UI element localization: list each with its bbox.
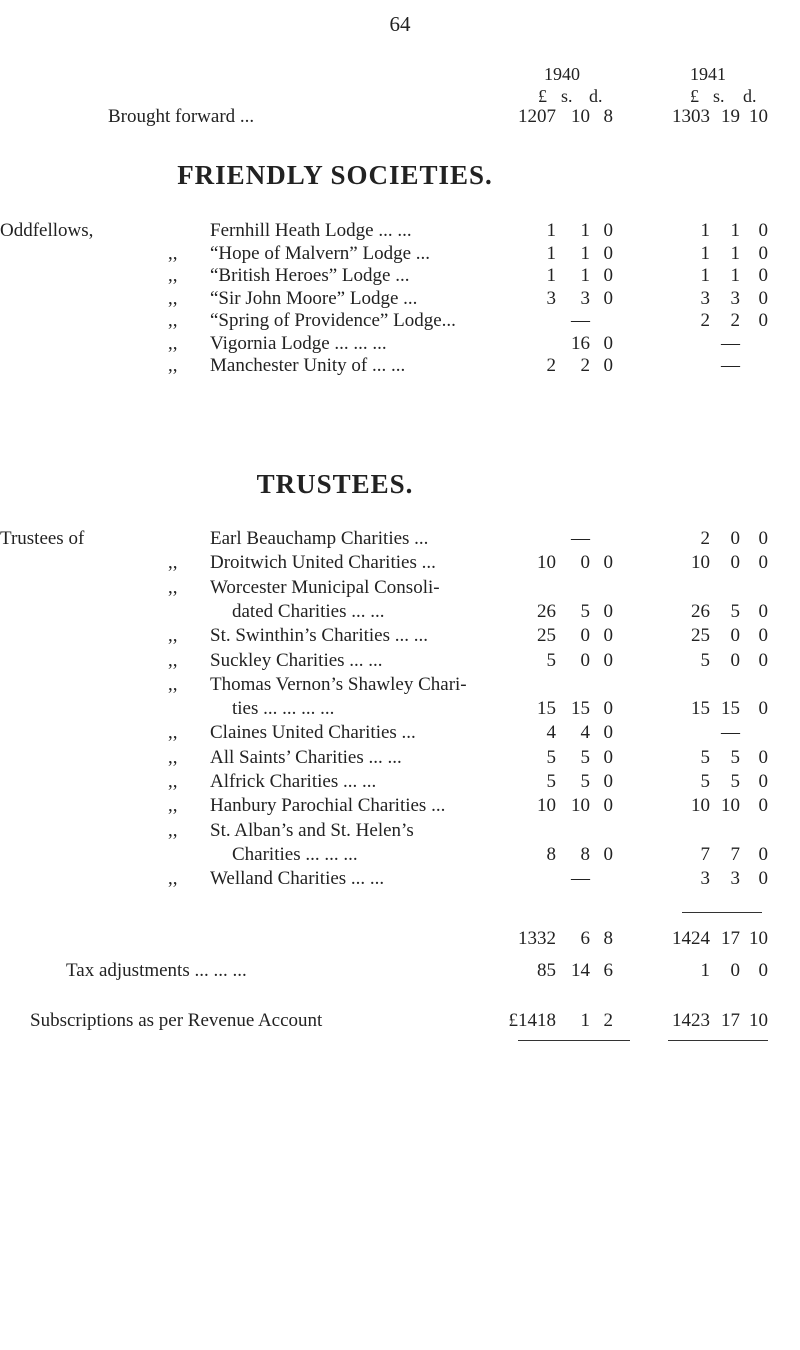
pence-header-1940: d.	[589, 86, 603, 106]
row-label: St. Alban’s and St. Helen’s	[210, 819, 414, 841]
subtotal-1941-pence: 10	[749, 928, 768, 949]
row-prefix: ,,	[168, 332, 178, 354]
amount-1940-dash: —	[571, 310, 590, 331]
amount-1940-pounds: 15	[537, 698, 556, 720]
row-prefix: ,,	[168, 576, 178, 598]
row-prefix: ,,	[168, 673, 178, 695]
amount-1940-pence: 0	[603, 746, 613, 768]
year-1941-header: 1941	[690, 64, 726, 84]
tax-1940-pounds: 85	[537, 960, 556, 981]
amount-1940-pence: 0	[603, 332, 613, 354]
amount-1940-dash: —	[571, 528, 590, 549]
row-label: “Hope of Malvern” Lodge ...	[210, 242, 431, 264]
amount-1940-pence: 0	[603, 649, 613, 671]
pence-header-1941: d.	[743, 86, 757, 106]
amount-1941-shillings: 2	[730, 310, 740, 331]
friendly-societies-heading: FRIENDLY SOCIETIES.	[177, 160, 493, 190]
amount-1940-pounds: 5	[546, 771, 556, 792]
amount-1941-pounds: 2	[700, 528, 710, 549]
subtotal-1941-pounds: 1424	[672, 928, 710, 949]
row-prefix: ,,	[168, 287, 178, 309]
row-label: Charities ... ... ...	[232, 843, 358, 865]
row-prefix: ,,	[168, 355, 178, 376]
ledger-row	[0, 771, 800, 793]
ledger-row	[0, 265, 800, 287]
ledger-row	[0, 552, 800, 574]
amount-1941-pounds: 15	[691, 698, 710, 720]
total-1940-pounds: £1418	[508, 1010, 556, 1031]
amount-1940-pounds: 3	[546, 287, 556, 309]
subtotal-1940-pounds: 1332	[518, 928, 556, 949]
amount-1940-pounds: 5	[546, 649, 556, 671]
amount-1941-shillings: 3	[730, 868, 740, 890]
amount-1941-shillings: 1	[730, 220, 740, 241]
total-1940-shillings: 1	[580, 1010, 590, 1031]
row-label: Earl Beauchamp Charities ...	[210, 528, 429, 549]
row-label: dated Charities ... ...	[232, 600, 385, 622]
row-prefix: ,,	[168, 625, 178, 647]
shillings-header-1940: s.	[561, 86, 573, 106]
brought-forward-label: Brought forward ...	[108, 106, 255, 127]
ledger-row	[0, 868, 800, 890]
amount-1941-dash: —	[721, 332, 740, 354]
tax-1941-pounds: 1	[700, 960, 710, 981]
amount-1941-shillings: 0	[730, 649, 740, 671]
amount-1940-pounds: 4	[546, 722, 556, 744]
row-label: “Sir John Moore” Lodge ...	[210, 287, 418, 309]
row-prefix: ,,	[168, 649, 178, 671]
amount-1941-pence: 0	[758, 265, 768, 286]
amount-1940-pounds: 1	[546, 265, 556, 286]
amount-1940-pounds: 2	[546, 355, 556, 376]
amount-1940-shillings: 5	[580, 600, 590, 622]
amount-1941-pounds: 1	[700, 220, 710, 241]
amount-1940-pounds: 10	[537, 795, 556, 817]
amount-1941-dash: —	[721, 722, 740, 744]
pound-header-1940: £	[538, 86, 547, 106]
ledger-row	[0, 333, 800, 355]
ledger-row	[0, 528, 800, 550]
row-label: “Spring of Providence” Lodge...	[210, 310, 456, 331]
row-label: Claines United Charities ...	[210, 722, 416, 744]
amount-1941-pounds: 25	[691, 625, 710, 647]
amount-1941-shillings: 15	[721, 698, 740, 720]
amount-1941-pounds: 3	[700, 287, 710, 309]
row-label: “British Heroes” Lodge ...	[210, 265, 410, 286]
page-number: 64	[389, 12, 411, 36]
amount-1941-pence: 0	[758, 310, 768, 331]
amount-1941-pence: 0	[758, 868, 768, 890]
year-1940-header: 1940	[544, 64, 580, 84]
amount-1941-pounds: 10	[691, 795, 710, 817]
row-label: Worcester Municipal Consoli-	[210, 576, 440, 598]
amount-1941-pounds: 1	[700, 265, 710, 286]
row-prefix: ,,	[168, 265, 178, 286]
amount-1940-shillings: 1	[580, 242, 590, 264]
ledger-row	[0, 820, 800, 842]
amount-1940-dash: —	[571, 868, 590, 890]
amount-1940-pounds: 1	[546, 242, 556, 264]
total-1941-shillings: 17	[721, 1010, 740, 1031]
subtotal-1941-shillings: 17	[721, 928, 740, 949]
amount-1940-shillings: 0	[580, 552, 590, 574]
row-label: Suckley Charities ... ...	[210, 649, 383, 671]
amount-1940-pounds: 25	[537, 625, 556, 647]
row-prefix: ,,	[168, 722, 178, 744]
row-prefix: ,,	[168, 819, 178, 841]
amount-1941-pounds: 10	[691, 552, 710, 574]
ledger-row	[0, 674, 800, 696]
pound-header-1941: £	[690, 86, 699, 106]
amount-1940-shillings: 16	[571, 332, 590, 354]
ledger-row	[0, 601, 800, 623]
amount-1940-pence: 0	[603, 265, 613, 286]
amount-1941-pounds: 26	[691, 600, 710, 622]
amount-1941-shillings: 0	[730, 528, 740, 549]
amount-1941-pence: 0	[758, 528, 768, 549]
amount-1941-pence: 0	[758, 795, 768, 817]
tax-1941-pence: 0	[758, 960, 768, 981]
amount-1940-pounds: 8	[546, 843, 556, 865]
amount-1941-pence: 0	[758, 843, 768, 865]
amount-1941-pounds: 1	[700, 242, 710, 264]
amount-1941-pence: 0	[758, 771, 768, 792]
amount-1941-pence: 0	[758, 220, 768, 241]
row-label: Welland Charities ... ...	[210, 868, 385, 890]
ledger-row	[0, 795, 800, 817]
ledger-row	[0, 577, 800, 599]
amount-1940-pence: 0	[603, 795, 613, 817]
amount-1941-shillings: 7	[730, 843, 740, 865]
row-prefix: ,,	[168, 771, 178, 792]
amount-1941-shillings: 0	[730, 552, 740, 574]
amount-1940-pence: 0	[603, 287, 613, 309]
total-1941-pence: 10	[749, 1010, 768, 1031]
amount-1940-pence: 0	[603, 771, 613, 792]
amount-1940-shillings: 1	[580, 265, 590, 286]
ledger-row	[0, 220, 800, 242]
amount-1940-pence: 0	[603, 625, 613, 647]
amount-1940-pence: 0	[603, 220, 613, 241]
row-prefix: ,,	[168, 746, 178, 768]
row-prefix: ,,	[168, 795, 178, 817]
amount-1940-pounds: 5	[546, 746, 556, 768]
amount-1940-pounds: 26	[537, 600, 556, 622]
amount-1940-shillings: 3	[580, 287, 590, 309]
amount-1941-pence: 0	[758, 600, 768, 622]
ledger-row	[0, 355, 800, 377]
amount-1940-shillings: 15	[571, 698, 590, 720]
brought-forward-1940-shillings: 10	[571, 106, 590, 127]
tax-1940-pence: 6	[603, 960, 613, 981]
ledger-row	[0, 722, 800, 744]
amount-1940-pence: 0	[603, 722, 613, 744]
amount-1940-shillings: 5	[580, 771, 590, 792]
total-rule-1940	[518, 1040, 630, 1041]
amount-1941-pence: 0	[758, 746, 768, 768]
amount-1940-pence: 0	[603, 552, 613, 574]
amount-1941-pence: 0	[758, 242, 768, 264]
ledger-row	[0, 310, 800, 332]
trustees-heading: TRUSTEES.	[256, 469, 414, 499]
row-label: Thomas Vernon’s Shawley Chari-	[210, 673, 467, 695]
amount-1940-pence: 0	[603, 698, 613, 720]
amount-1941-pounds: 2	[700, 310, 710, 331]
amount-1940-shillings: 10	[571, 795, 590, 817]
row-prefix: ,,	[168, 868, 178, 890]
tax-adjustments-label: Tax adjustments ... ... ...	[66, 960, 247, 981]
row-label: Fernhill Heath Lodge ... ...	[210, 220, 412, 241]
amount-1941-shillings: 1	[730, 265, 740, 286]
row-label: St. Swinthin’s Charities ... ...	[210, 625, 428, 647]
ledger-row	[0, 288, 800, 310]
tax-1941-shillings: 0	[730, 960, 740, 981]
total-1940-pence: 2	[603, 1010, 613, 1031]
row-label: ties ... ... ... ...	[232, 698, 335, 720]
ledger-row	[0, 844, 800, 866]
ledger-row	[0, 747, 800, 769]
amount-1940-pence: 0	[603, 600, 613, 622]
amount-1941-pence: 0	[758, 552, 768, 574]
amount-1941-pence: 0	[758, 287, 768, 309]
total-rule-1941	[668, 1040, 768, 1041]
row-prefix: Trustees of	[0, 528, 85, 549]
amount-1941-shillings: 3	[730, 287, 740, 309]
subtotal-1940-pence: 8	[603, 928, 613, 949]
row-prefix: ,,	[168, 310, 178, 331]
amount-1940-shillings: 4	[580, 722, 590, 744]
subtotal-1940-shillings: 6	[580, 928, 590, 949]
row-prefix: Oddfellows,	[0, 220, 94, 241]
amount-1941-pounds: 3	[700, 868, 710, 890]
amount-1941-shillings: 5	[730, 771, 740, 792]
amount-1940-pence: 0	[603, 242, 613, 264]
row-prefix: ,,	[168, 242, 178, 264]
ledger-row	[0, 625, 800, 647]
tax-1940-shillings: 14	[571, 960, 590, 981]
amount-1940-shillings: 0	[580, 625, 590, 647]
shillings-header-1941: s.	[713, 86, 725, 106]
amount-1941-pounds: 7	[700, 843, 710, 865]
brought-forward-1940-pence: 8	[603, 106, 613, 127]
amount-1941-pounds: 5	[700, 771, 710, 792]
row-label: Droitwich United Charities ...	[210, 552, 436, 574]
brought-forward-1941-shillings: 19	[721, 106, 740, 127]
amount-1940-shillings: 8	[580, 843, 590, 865]
amount-1941-shillings: 0	[730, 625, 740, 647]
amount-1941-pounds: 5	[700, 746, 710, 768]
amount-1941-pence: 0	[758, 649, 768, 671]
amount-1940-pounds: 1	[546, 220, 556, 241]
row-label: Alfrick Charities ... ...	[210, 771, 377, 792]
row-label: Vigornia Lodge ... ... ...	[210, 332, 387, 354]
amount-1940-shillings: 5	[580, 746, 590, 768]
amount-1941-shillings: 5	[730, 600, 740, 622]
ledger-row	[0, 698, 800, 720]
amount-1941-pence: 0	[758, 625, 768, 647]
total-label: Subscriptions as per Revenue Account	[30, 1010, 323, 1031]
ledger-row	[0, 650, 800, 672]
subtotal-rule-1941	[682, 912, 762, 913]
amount-1940-shillings: 1	[580, 220, 590, 241]
amount-1941-pence: 0	[758, 698, 768, 720]
total-1941-pounds: 1423	[672, 1010, 710, 1031]
amount-1940-shillings: 0	[580, 649, 590, 671]
amount-1940-pounds: 10	[537, 552, 556, 574]
brought-forward-1941-pounds: 1303	[672, 106, 710, 127]
ledger-row	[0, 243, 800, 265]
row-prefix: ,,	[168, 552, 178, 574]
amount-1941-dash: —	[721, 355, 740, 376]
row-label: Manchester Unity of ... ...	[210, 355, 406, 376]
brought-forward-1941-pence: 10	[749, 106, 768, 127]
row-label: All Saints’ Charities ... ...	[210, 746, 402, 768]
amount-1941-shillings: 5	[730, 746, 740, 768]
row-label: Hanbury Parochial Charities ...	[210, 795, 446, 817]
amount-1940-shillings: 2	[580, 355, 590, 376]
amount-1940-pence: 0	[603, 355, 613, 376]
brought-forward-1940-pounds: 1207	[518, 106, 556, 127]
amount-1941-shillings: 1	[730, 242, 740, 264]
amount-1941-pounds: 5	[700, 649, 710, 671]
amount-1941-shillings: 10	[721, 795, 740, 817]
amount-1940-pence: 0	[603, 843, 613, 865]
